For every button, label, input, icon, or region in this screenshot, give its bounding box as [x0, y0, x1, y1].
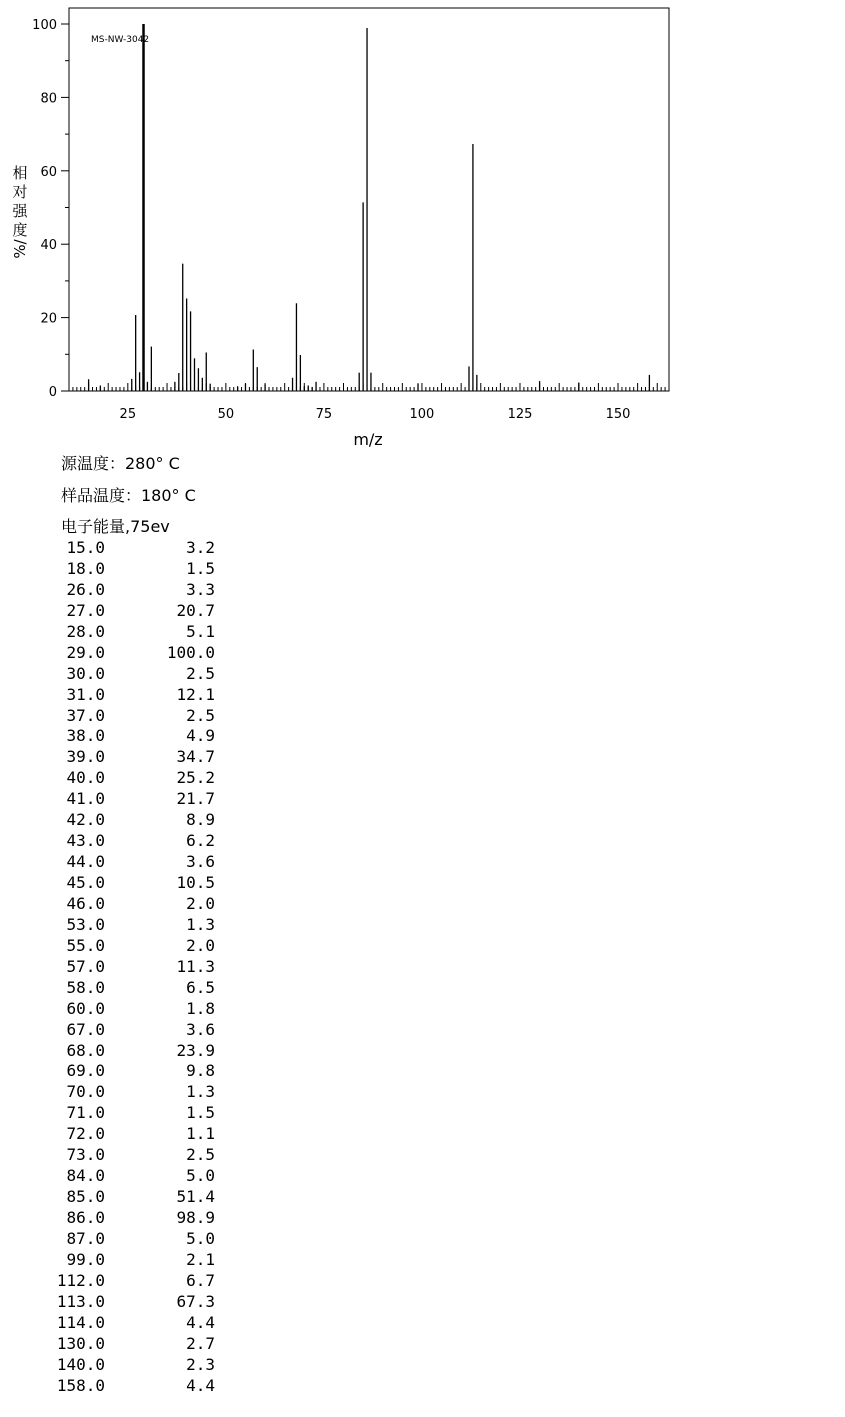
peak-mz: 112.0: [56, 1270, 105, 1290]
peak-abundance: 21.7: [176, 789, 215, 809]
peak-row: [40, 559, 240, 580]
peak-row: [40, 1124, 240, 1145]
peak-abundance: 5.1: [186, 621, 215, 641]
peak-mz: 40.0: [66, 768, 105, 788]
peak-row: [40, 1229, 240, 1250]
peak-row: [40, 957, 240, 978]
y-axis-label-char: %/: [11, 239, 29, 259]
y-tick-label: 40: [40, 238, 57, 254]
peak-row: [40, 1020, 240, 1041]
peak-abundance: 2.3: [186, 1354, 215, 1374]
peak-abundance: 5.0: [186, 1228, 215, 1248]
sample-temperature: 样品温度：180° C: [61, 486, 196, 505]
spectrum-id-label: MS-NW-3042: [91, 35, 150, 45]
electron-energy: 电子能量,75ev: [61, 517, 170, 536]
peak-row: [40, 622, 240, 643]
peak-abundance: 1.3: [186, 1082, 215, 1102]
peak-abundance: 67.3: [176, 1291, 215, 1311]
peak-mz: 41.0: [66, 789, 105, 809]
peak-mz: 69.0: [66, 1061, 105, 1081]
peak-row: [40, 894, 240, 915]
y-axis-ticks: [32, 18, 69, 400]
peak-abundance: 6.7: [186, 1270, 215, 1290]
peak-mz: 27.0: [66, 600, 105, 620]
peak-row: [40, 685, 240, 706]
peak-mz: 45.0: [66, 873, 105, 892]
peak-mz: 71.0: [66, 1103, 105, 1123]
peak-row: [40, 1082, 240, 1103]
y-tick-label: 0: [48, 385, 57, 400]
peak-row: [40, 1355, 240, 1376]
peak-abundance: 2.7: [186, 1333, 215, 1353]
peak-abundance: 1.1: [186, 1124, 215, 1144]
peak-mz: 113.0: [56, 1291, 105, 1311]
peak-row: [40, 1145, 240, 1166]
peak-abundance: 1.5: [186, 558, 215, 578]
peak-mz: 43.0: [66, 831, 105, 851]
peak-mz: 46.0: [66, 893, 105, 913]
peak-row: [40, 789, 240, 810]
peak-abundance: 2.5: [186, 1145, 215, 1165]
x-tick-label: 150: [605, 407, 631, 422]
peak-abundance: 8.9: [186, 810, 215, 830]
y-tick-label: 100: [32, 18, 57, 33]
peak-mz: 67.0: [66, 1019, 105, 1039]
peak-mz: 29.0: [66, 642, 105, 662]
x-axis-label: m/z: [353, 430, 383, 449]
peak-row: [40, 538, 240, 559]
peak-row: [40, 706, 240, 727]
y-tick-label: 60: [40, 164, 57, 180]
peak-abundance: 6.5: [186, 977, 215, 997]
peak-mz: 140.0: [56, 1354, 105, 1374]
peak-row: [40, 1041, 240, 1062]
peak-mz: 39.0: [66, 747, 105, 767]
x-tick-label: 25: [119, 407, 137, 422]
y-axis-label-char: 强: [12, 202, 28, 220]
peak-row: [40, 810, 240, 831]
peak-row: [40, 852, 240, 873]
peak-mz: 42.0: [66, 810, 105, 830]
peak-mz: 58.0: [66, 977, 105, 997]
peak-abundance: 2.0: [186, 935, 215, 955]
peak-mz: 15.0: [66, 538, 105, 557]
mass-spectrum-chart: [0, 0, 845, 450]
peak-abundance: 2.0: [186, 893, 215, 913]
peak-abundance: 25.2: [176, 768, 215, 788]
peak-row: [40, 915, 240, 936]
y-axis-label-char: 对: [12, 183, 28, 201]
peak-row: [40, 1313, 240, 1334]
peak-abundance: 3.2: [186, 538, 215, 557]
peak-abundance: 98.9: [176, 1208, 215, 1227]
peak-mz: 57.0: [66, 956, 105, 976]
peak-row: [40, 1187, 240, 1208]
peak-mz: 130.0: [56, 1333, 105, 1353]
y-axis-label-char: 度: [12, 221, 28, 239]
peak-mz: 84.0: [66, 1166, 105, 1186]
peak-row: [40, 1166, 240, 1187]
peak-mz: 68.0: [66, 1040, 105, 1060]
y-axis-label-char: 相: [12, 164, 28, 182]
plot-frame: [69, 8, 669, 391]
peak-abundance: 2.5: [186, 705, 215, 725]
peak-abundance: 1.5: [186, 1103, 215, 1123]
peak-abundance: 12.1: [176, 684, 215, 704]
peak-abundance: 3.6: [186, 852, 215, 872]
peak-abundance: 4.9: [186, 726, 215, 746]
peak-abundance: 3.6: [186, 1019, 215, 1039]
peak-row: [40, 873, 240, 894]
peak-abundance: 100.0: [166, 642, 215, 662]
peak-abundance: 51.4: [176, 1187, 215, 1207]
peak-row: [40, 1376, 240, 1397]
peak-abundance: 6.2: [186, 831, 215, 851]
y-axis-label: [11, 164, 29, 259]
peak-row: [40, 643, 240, 664]
peak-bars: [89, 24, 650, 391]
peak-abundance: 34.7: [176, 747, 215, 767]
peak-row: [40, 1250, 240, 1271]
peak-abundance: 2.1: [186, 1249, 215, 1269]
peak-mz: 44.0: [66, 852, 105, 872]
peak-row: [40, 936, 240, 957]
peak-row: [40, 1103, 240, 1124]
x-tick-label: 100: [409, 407, 435, 422]
peak-row: [40, 1061, 240, 1082]
peak-row: [40, 978, 240, 999]
peak-row: [40, 664, 240, 685]
peak-mz: 60.0: [66, 998, 105, 1018]
peak-row: [40, 1208, 240, 1229]
peak-mz: 114.0: [56, 1312, 105, 1332]
x-tick-label: 50: [217, 407, 235, 422]
peak-mz: 87.0: [66, 1228, 105, 1248]
peak-mz: 86.0: [66, 1208, 105, 1227]
peak-mz: 37.0: [66, 705, 105, 725]
peak-row: [40, 1271, 240, 1292]
peak-mz: 55.0: [66, 935, 105, 955]
peak-row: [40, 999, 240, 1020]
peak-mz: 85.0: [66, 1187, 105, 1207]
peak-mz: 18.0: [66, 558, 105, 578]
peak-mz: 28.0: [66, 621, 105, 641]
peak-abundance: 3.3: [186, 579, 215, 599]
peak-row: [40, 1292, 240, 1313]
peak-abundance: 10.5: [176, 873, 215, 892]
peak-abundance: 11.3: [176, 956, 215, 976]
peak-mz: 70.0: [66, 1082, 105, 1102]
peak-row: [40, 831, 240, 852]
peak-abundance: 23.9: [176, 1040, 215, 1060]
peak-row: [40, 726, 240, 747]
peak-abundance: 9.8: [186, 1061, 215, 1081]
peak-abundance: 4.4: [186, 1312, 215, 1332]
x-tick-label: 75: [315, 407, 333, 422]
peak-mz: 73.0: [66, 1145, 105, 1165]
x-tick-label: 125: [507, 407, 533, 422]
peak-row: [40, 747, 240, 768]
peak-abundance: 20.7: [176, 600, 215, 620]
peak-mz: 31.0: [66, 684, 105, 704]
peak-abundance: 1.3: [186, 914, 215, 934]
source-temperature: 源温度：280° C: [61, 454, 180, 473]
y-tick-label: 20: [40, 311, 57, 327]
peak-mz: 72.0: [66, 1124, 105, 1144]
y-tick-label: 80: [40, 91, 57, 107]
peak-table: [40, 538, 240, 1396]
peak-abundance: 2.5: [186, 663, 215, 683]
peak-row: [40, 1334, 240, 1355]
peak-abundance: 1.8: [186, 998, 215, 1018]
peak-mz: 99.0: [66, 1249, 105, 1269]
x-axis-ticks: [120, 407, 631, 422]
peak-row: [40, 580, 240, 601]
peak-row: [40, 768, 240, 789]
peak-abundance: 4.4: [186, 1375, 215, 1395]
peak-abundance: 5.0: [186, 1166, 215, 1186]
peak-row: [40, 601, 240, 622]
peak-mz: 38.0: [66, 726, 105, 746]
peak-mz: 26.0: [66, 579, 105, 599]
peak-mz: 30.0: [66, 663, 105, 683]
peak-mz: 158.0: [56, 1375, 105, 1395]
peak-mz: 53.0: [66, 914, 105, 934]
